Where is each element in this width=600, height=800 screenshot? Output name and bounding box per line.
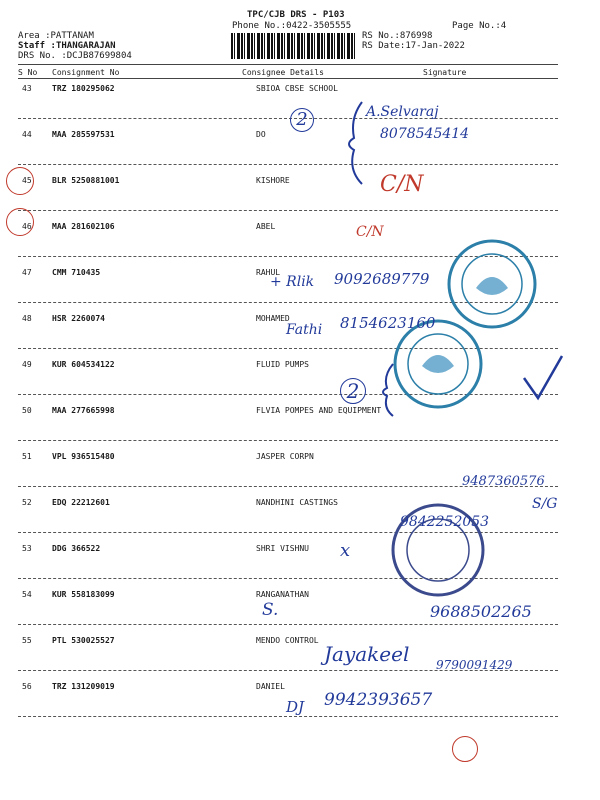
- phone-48: 8154623160: [340, 314, 436, 332]
- row-consignee-name: MENDO CONTROL: [256, 636, 319, 645]
- row-consignee-name: NANDHINI CASTINGS: [256, 498, 338, 507]
- phone-55: 9790091429: [436, 658, 513, 672]
- row-46-red-mark: [6, 208, 34, 236]
- phone-51: 9487360576: [462, 474, 545, 489]
- row-consignee-name: FLUID PUMPS: [256, 360, 309, 369]
- page-red-mark: [452, 736, 478, 762]
- row-serial-number: 46: [22, 222, 32, 231]
- row-consignee-name: SBIOA CBSE SCHOOL: [256, 84, 338, 93]
- cross-mark-53: x: [340, 540, 351, 561]
- page-number: Page No.:4: [452, 21, 507, 31]
- row-consignment-number: HSR 2260074: [52, 314, 105, 323]
- phone-56: 9942393657: [324, 690, 433, 710]
- report-title: TPC/CJB DRS - P103: [247, 10, 345, 20]
- row-serial-number: 45: [22, 176, 32, 185]
- cn-note-46: C/N: [356, 224, 384, 240]
- rs-number: RS No.:876998: [362, 31, 433, 41]
- signature-55: Jayakeel: [324, 642, 410, 666]
- row-serial-number: 54: [22, 590, 32, 599]
- col-consignment: Consignment No: [52, 68, 120, 77]
- row-serial-number: 56: [22, 682, 32, 691]
- header-rule-top: [18, 64, 558, 65]
- row-separator: [18, 210, 558, 211]
- row-consignment-number: MAA 285597531: [52, 130, 115, 139]
- row-consignee-name: KISHORE: [256, 176, 290, 185]
- signature-47: + Rlik: [270, 274, 315, 290]
- staff-name: THANGARAJAN: [55, 41, 116, 51]
- row-consignment-number: TRZ 131209019: [52, 682, 115, 691]
- row-serial-number: 52: [22, 498, 32, 507]
- row-consignment-number: BLR 5250881001: [52, 176, 120, 185]
- row-consignment-number: KUR 558183099: [52, 590, 115, 599]
- row-serial-number: 53: [22, 544, 32, 553]
- barcode: [231, 33, 357, 59]
- cn-note-45: C/N: [380, 172, 424, 197]
- row-separator: [18, 118, 558, 119]
- phone-54: 9688502265: [430, 602, 532, 621]
- circled-number-49: 2: [340, 378, 366, 404]
- row-serial-number: 44: [22, 130, 32, 139]
- signature-56: DJ: [286, 698, 305, 716]
- phone-47: 9092689779: [334, 270, 430, 288]
- row-consignment-number: EDQ 22212601: [52, 498, 110, 507]
- row-consignment-number: KUR 604534122: [52, 360, 115, 369]
- row-consignment-number: CMM 710435: [52, 268, 101, 277]
- company-stamp-1: [446, 238, 538, 330]
- phone-44: 8078545414: [380, 126, 470, 142]
- area-label: Area :PATTANAM: [18, 31, 94, 41]
- phone-52: 9842252053: [400, 514, 490, 530]
- row-consignment-number: TRZ 180295062: [52, 84, 115, 93]
- signature-43: A.Selvaraj: [366, 104, 439, 120]
- row-consignee-name: DANIEL: [256, 682, 285, 691]
- staff-label: Staff :THANGARAJAN: [18, 41, 116, 51]
- row-serial-number: 50: [22, 406, 32, 415]
- row-consignment-number: PTL 530025527: [52, 636, 115, 645]
- row-serial-number: 48: [22, 314, 32, 323]
- row-serial-number: 43: [22, 84, 32, 93]
- row-serial-number: 47: [22, 268, 32, 277]
- row-serial-number: 55: [22, 636, 32, 645]
- brace-mark-49: [375, 360, 399, 420]
- row-separator: [18, 624, 558, 625]
- row-consignee-name: FLVIA POMPES AND EQUIPMENT: [256, 406, 382, 415]
- col-sno: S No: [18, 68, 38, 77]
- row-serial-number: 51: [22, 452, 32, 461]
- row-consignment-number: VPL 936515480: [52, 452, 115, 461]
- signature-54: S.: [262, 600, 279, 620]
- drs-number: DRS No. :DCJB87699804: [18, 51, 132, 61]
- sg-note-52: S/G: [532, 496, 558, 512]
- check-mark: [520, 352, 566, 404]
- col-signature: Signature: [423, 68, 467, 77]
- brace-mark: [340, 98, 370, 188]
- row-consignment-number: MAA 277665998: [52, 406, 115, 415]
- row-consignee-name: DO: [256, 130, 266, 139]
- row-separator: [18, 164, 558, 165]
- signature-48: Fathi: [286, 322, 323, 338]
- col-consignee: Consignee Details: [242, 68, 324, 77]
- row-consignee-name: ABEL: [256, 222, 276, 231]
- phone-number: Phone No.:0422-3505555: [232, 21, 352, 31]
- row-consignment-number: MAA 281602106: [52, 222, 115, 231]
- row-consignment-number: DDG 366522: [52, 544, 101, 553]
- row-consignee-name: MOHAMED: [256, 314, 290, 323]
- row-separator: [18, 716, 558, 717]
- circled-number: 2: [290, 108, 314, 132]
- row-consignee-name: SHRI VISHNU: [256, 544, 309, 553]
- row-separator: [18, 440, 558, 441]
- row-45-red-mark: [6, 167, 34, 195]
- rs-date: RS Date:17-Jan-2022: [362, 41, 465, 51]
- row-consignee-name: RAHUL: [256, 268, 281, 277]
- row-consignee-name: JASPER CORPN: [256, 452, 314, 461]
- header-rule-bottom: [18, 78, 558, 79]
- row-serial-number: 49: [22, 360, 32, 369]
- row-consignee-name: RANGANATHAN: [256, 590, 309, 599]
